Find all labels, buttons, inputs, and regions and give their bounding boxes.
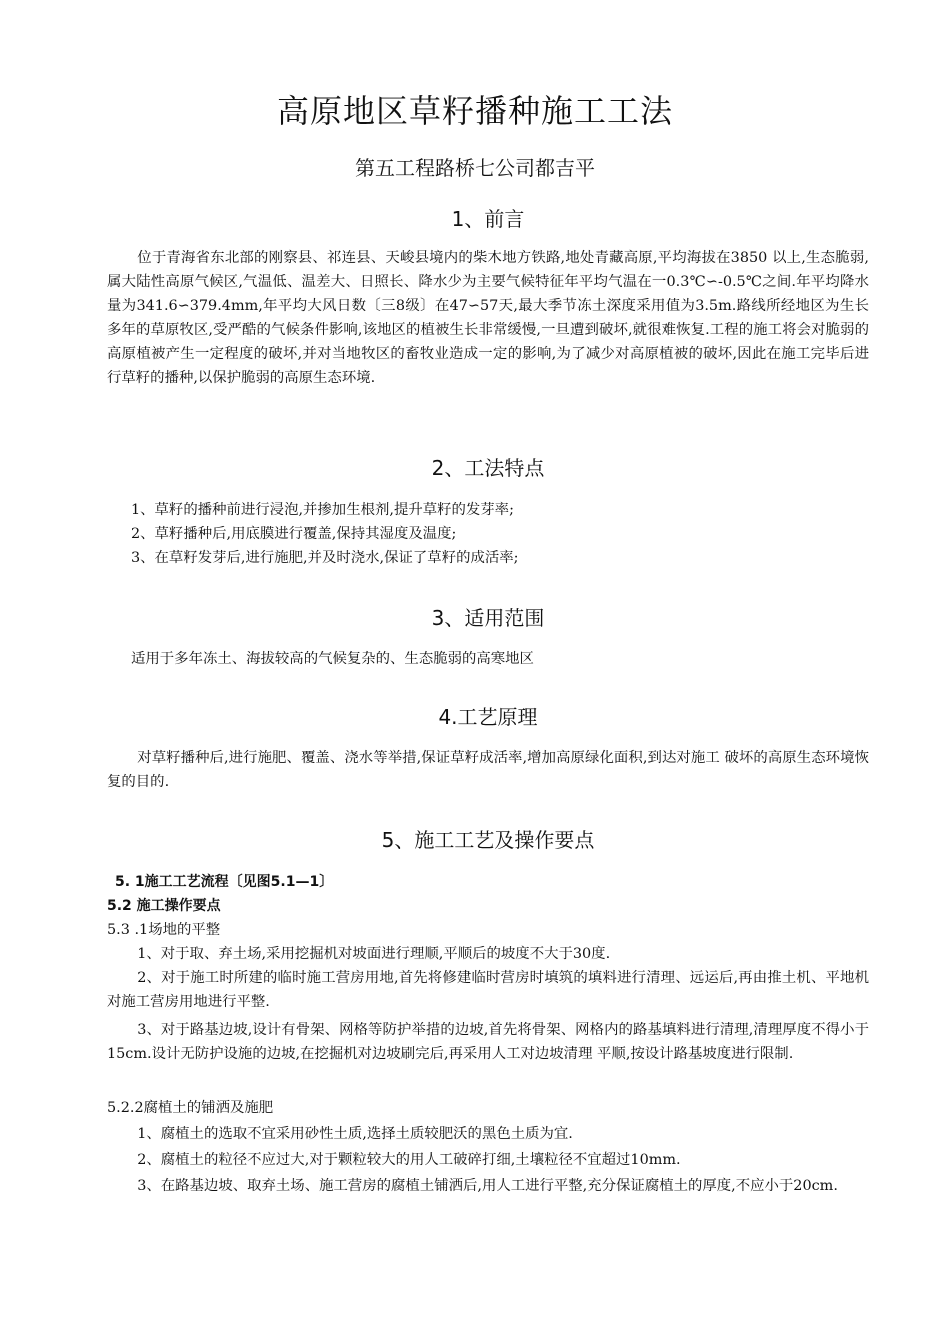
document-author-line: 第五工程路桥七公司都吉平 <box>355 156 595 180</box>
subsection-5-3-heading: 5.3 .1场地的平整 <box>107 922 221 938</box>
section-heading-4: 4.工艺原理 <box>438 705 538 729</box>
section-heading-3: 3、适用范围 <box>431 606 545 630</box>
subsection-5-1-heading: 5. 1施工工艺流程〔见图5.1—1〕 <box>115 874 334 890</box>
section-heading-1: 1、前言 <box>451 207 525 231</box>
section-heading-2: 2、工法特点 <box>431 456 545 480</box>
site-leveling-item-1: 1、对于取、弃土场,采用挖掘机对坡面进行理顺,平顺后的坡度不大于30度. <box>137 946 611 962</box>
section-1-paragraph: 位于青海省东北部的刚察县、祁连县、天峻县境内的柴木地方铁路,地处青藏高原,平均海拔在3850 以上,生态脆弱,属大陆性高原气候区,气温低、温差大、日照长、降水少为主要气候特征年平均气温在一0.3℃∽-0.5℃之间.年平均降水量为341.6∽379.4mm,年平均大风日数〔三8级〕在47∽57天,最大季节冻土深度采用值为3.5m.路线所经地区为生长多年的草原牧区,受严酷的气候条件影响,该地区的植被生长非常缓慢,一旦遭到破坏,就很难恢复.工程的施工将会对脆弱的高原植被产生一定程度的破坏,并对当地牧区的畜牧业造成一定的影响,为了减少对高原植被的破坏,因此在施工完毕后进行草籽的播种,以保护脆弱的高原生态环境. <box>107 250 869 386</box>
site-leveling-item-2: 2、对于施工时所建的临时施工营房用地,首先将修建临时营房时填筑的填料进行清理、远运后,再由推土机、平地机对施工营房用地进行平整. <box>107 970 869 1010</box>
scope-text: 适用于多年冻土、海拔较高的气候复杂的、生态脆弱的高寒地区 <box>131 651 534 667</box>
feature-item-2: 2、草籽播种后,用底膜进行覆盖,保持其湿度及温度; <box>131 526 457 542</box>
humus-item-2: 2、腐植土的粒径不应过大,对于颗粒较大的用人工破碎打细,土壤粒径不宜超过10mm. <box>137 1152 681 1168</box>
humus-item-3: 3、在路基边坡、取弃土场、施工营房的腐植土铺洒后,用人工进行平整,充分保证腐植土的厚度,不应小于20cm. <box>137 1178 838 1194</box>
section-4-paragraph: 对草籽播种后,进行施肥、覆盖、浇水等举措,保证草籽成活率,增加高原绿化面积,到达对施工 破坏的高原生态环境恢复的目的. <box>107 750 869 790</box>
feature-item-3: 3、在草籽发芽后,进行施肥,并及时浇水,保证了草籽的成活率; <box>131 550 519 566</box>
subsection-5-2-2-heading: 5.2.2腐植土的铺洒及施肥 <box>107 1100 274 1116</box>
humus-item-1: 1、腐植土的选取不宜采用砂性土质,选择土质较肥沃的黑色土质为宜. <box>137 1126 573 1142</box>
document-title: 高原地区草籽播种施工工法 <box>276 92 673 130</box>
section-heading-5: 5、施工工艺及操作要点 <box>381 828 595 852</box>
site-leveling-item-3: 3、对于路基边坡,设计有骨架、网格等防护举措的边坡,首先将骨架、网格内的路基填料进行清理,清理厚度不得小于15cm.设计无防护设施的边坡,在挖掘机对边坡刷完后,再采用人工对边坡清理 平顺,按设计路基坡度进行限制. <box>107 1022 869 1062</box>
feature-item-1: 1、草籽的播种前进行浸泡,并掺加生根剂,提升草籽的发芽率; <box>131 502 514 518</box>
subsection-5-2-heading: 5.2 施工操作要点 <box>107 898 221 914</box>
